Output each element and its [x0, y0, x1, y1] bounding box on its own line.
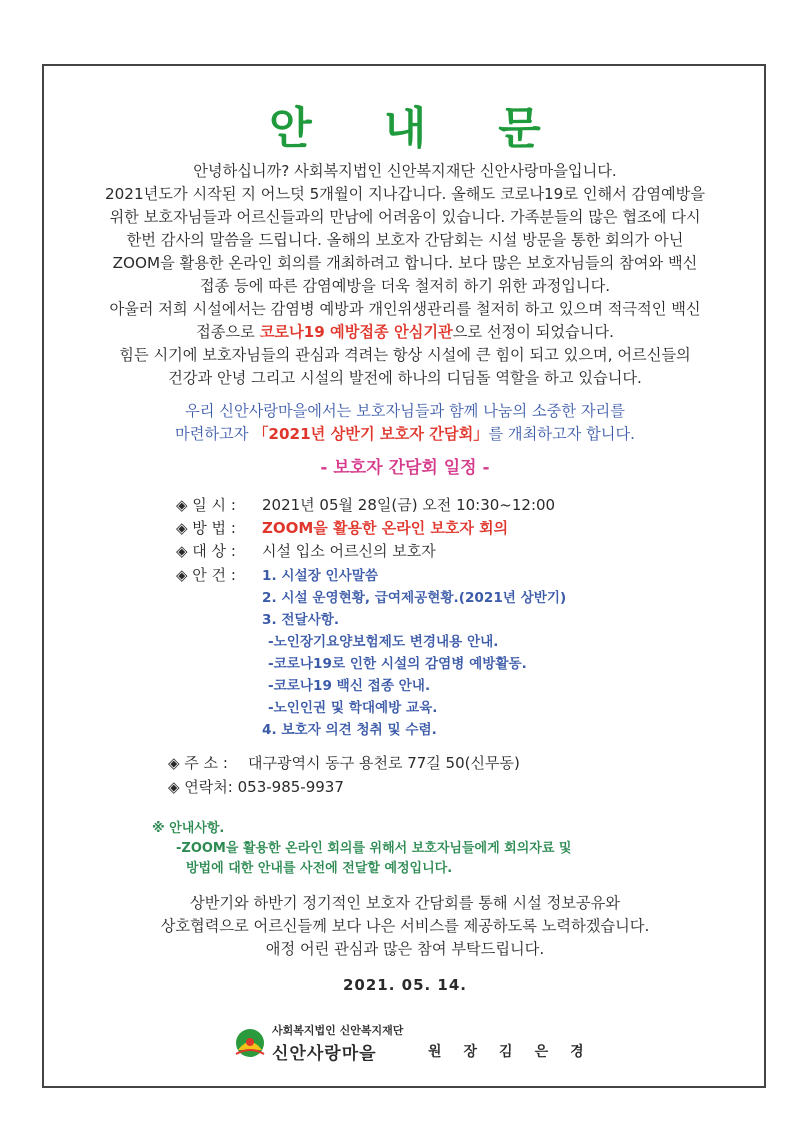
contact-label: ◈ 연락처: — [168, 778, 233, 796]
closing-line: 상호협력으로 어르신들께 보다 나은 서비스를 제공하도록 노력하겠습니다. — [160, 917, 650, 935]
schedule-agenda-label — [176, 564, 262, 587]
agenda-item: 1. 시설장 인사말씀 — [262, 568, 379, 584]
intro-line: 위한 보호자님들과 어르신들과의 만남에 어려움이 있습니다. 가족분들의 많은 협조에 다시 — [109, 208, 701, 226]
intro-line: 접종 등에 따른 감염예방을 더욱 철저히 하기 위한 과정입니다. — [199, 277, 611, 295]
designation-prefix: 접종으로 — [196, 323, 260, 341]
organization-logo-icon — [230, 1028, 270, 1060]
schedule-method — [176, 517, 508, 540]
datetime-value: 2021년 05월 28일(금) 오전 10:30~12:00 — [262, 496, 556, 514]
schedule-target — [176, 540, 436, 563]
designation-highlight: 코로나19 예방접종 안심기관 — [259, 323, 453, 341]
closing-line: 상반기와 하반기 정기적인 보호자 간담회를 통해 시설 정보공유와 — [190, 894, 620, 912]
method-value: ZOOM을 활용한 온라인 보호자 회의 — [262, 519, 509, 537]
agenda-subitem: -노인장기요양보험제도 변경내용 안내. — [268, 634, 499, 650]
document-date: 2021. 05. 14. — [342, 976, 468, 994]
intro-line: 한번 감사의 말씀을 드립니다. 올해의 보호자 간담회는 시설 방문을 통한 회의가 아닌 — [126, 231, 684, 249]
agenda-item: 3. 전달사항. — [262, 612, 340, 628]
intro-line: 안녕하십니까? 사회복지법인 신안복지재단 신안사랑마을입니다. — [193, 162, 617, 180]
schedule-address — [168, 752, 520, 775]
invite-prefix: 마련하고자 — [175, 425, 254, 443]
agenda-subitem: -노인인권 및 학대예방 교육. — [268, 700, 438, 716]
closing-line: 애정 어린 관심과 많은 참여 부탁드립니다. — [265, 940, 545, 958]
intro-line: 건강과 안녕 그리고 시설의 발전에 하나의 디딤돌 역할을 하고 있습니다. — [168, 369, 642, 387]
target-value: 시설 입소 어르신의 보호자 — [262, 542, 436, 560]
schedule-datetime — [176, 494, 555, 517]
document-title — [0, 92, 810, 156]
notice-line-2: 방법에 대한 안내를 사전에 전달할 예정입니다. — [186, 861, 453, 876]
address-value: 대구광역시 동구 용천로 77길 50(신무동) — [248, 754, 520, 772]
intro-line: 힘든 시기에 보호자님들의 관심과 격려는 항상 시설에 큰 힘이 되고 있으며, 어르신들의 — [119, 346, 691, 364]
invite-highlight: 「2021년 상반기 보호자 간담회」 — [253, 425, 489, 443]
title-char-1: 안 — [269, 103, 312, 154]
organization-name: 신안사랑마을 — [272, 1044, 377, 1064]
director-signature: 원장김은경 — [428, 1044, 606, 1060]
datetime-label: ◈ 일 시 : — [176, 496, 236, 514]
intro-line: ZOOM을 활용한 온라인 회의를 개최하려고 합니다. 보다 많은 보호자님들의 참여와 백신 — [112, 254, 698, 272]
schedule-heading: - 보호자 간담회 일정 - — [320, 458, 490, 478]
contact-value: 053-985-9937 — [237, 778, 344, 796]
designation-suffix: 으로 선정이 되었습니다. — [452, 323, 614, 341]
notice-heading: ※ 안내사항. — [152, 821, 225, 836]
method-label: ◈ 방 법 : — [176, 519, 236, 537]
notice-line-1: -ZOOM을 활용한 온라인 회의를 위해서 보호자님들에게 회의자료 및 — [176, 841, 572, 856]
title-char-2: 내 — [383, 103, 427, 154]
designation-line — [52, 321, 758, 344]
agenda-subitem: -코로나19로 인한 시설의 감염병 예방활동. — [268, 656, 527, 672]
agenda-subitem: -코로나19 백신 접종 안내. — [268, 678, 431, 694]
intro-line: 2021년도가 시작된 지 어느덧 5개월이 지나갑니다. 올해도 코로나19로 인해서 감염예방을 — [104, 185, 706, 203]
agenda-item: 4. 보호자 의견 청취 및 수렴. — [262, 722, 437, 738]
schedule-contact — [168, 776, 344, 799]
agenda-label: ◈ 안 건 : — [176, 566, 236, 584]
intro-line: 아울러 저희 시설에서는 감염병 예방과 개인위생관리를 철저히 하고 있으며 적극적인 백신 — [109, 300, 701, 318]
agenda-item: 2. 시설 운영현황, 급여제공현황.(2021년 상반기) — [262, 590, 567, 606]
invite-line-1: 우리 신안사랑마을에서는 보호자님들과 함께 나눔의 소중한 자리를 — [185, 402, 625, 420]
invite-suffix: 를 개최하고자 합니다. — [488, 425, 635, 443]
invite-line-2 — [52, 423, 758, 446]
address-label: ◈ 주 소 : — [168, 754, 228, 772]
title-char-3: 문 — [498, 103, 541, 154]
target-label: ◈ 대 상 : — [176, 542, 236, 560]
organization-foundation: 사회복지법인 신안복지재단 — [272, 1024, 404, 1037]
